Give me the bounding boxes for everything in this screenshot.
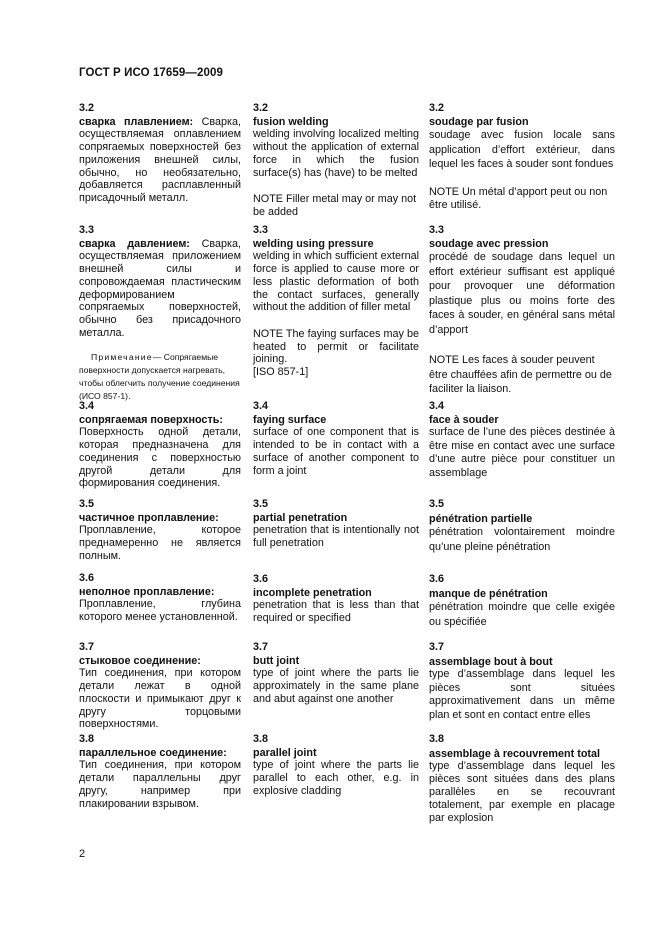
term: welding using pressure (253, 237, 374, 250)
page-number: 2 (79, 848, 86, 860)
note: NOTE The faying surfaces may be heated to permit or facilitate joining. (253, 327, 419, 366)
entry-number: 3.6 (429, 573, 445, 585)
entry-number: 3.6 (253, 573, 269, 585)
definition: Тип соединения, при котором детали параллельны друг другу, например при плакировании взрывом. (79, 759, 241, 810)
english-column (253, 224, 419, 379)
note: NOTE Filler metal may or may not be added (253, 193, 417, 218)
entry-number: 3.6 (79, 572, 95, 584)
english-column (253, 498, 419, 550)
entry-number: 3.8 (79, 733, 95, 745)
entry-number: 3.7 (429, 641, 445, 653)
russian-column (79, 400, 241, 490)
entry-number: 3.7 (79, 641, 95, 653)
english-column (253, 400, 419, 477)
entry-number: 3.4 (429, 400, 445, 412)
term: fusion welding (253, 115, 329, 128)
definition: penetration that is intentionally not full penetration (253, 524, 419, 550)
term: сварка плавлением: (79, 115, 194, 128)
term: face à souder (429, 413, 499, 426)
definition: pénétration moindre que celle exigée ou spécifiée (429, 601, 615, 629)
entry-number: 3.5 (79, 498, 95, 510)
definition: type of joint where the parts lie approximately in the same plane and abut against one another (253, 667, 419, 705)
document-header: ГОСТ Р ИСО 17659—2009 (79, 67, 224, 79)
term: faying surface (253, 413, 327, 426)
definition: Проплавление, глубина которого менее установленной. (79, 598, 241, 624)
russian-column (79, 641, 241, 731)
entry-number: 3.8 (429, 733, 445, 745)
entry-number: 3.8 (253, 733, 269, 745)
definition: surface de l’une des pièces destinée à être mise en contact avec une surface d’une autre pièce pour constituer un assemblage (429, 426, 615, 479)
term: assemblage bout à bout (429, 655, 553, 668)
entry-number: 3.3 (429, 224, 445, 236)
english-column (253, 102, 419, 219)
entry-number: 3.4 (79, 400, 95, 412)
russian-column (79, 102, 241, 205)
french-column (429, 498, 615, 555)
english-column (253, 641, 419, 706)
definition: Проплавление, которое преднамеренно не является полным. (79, 524, 241, 562)
russian-column (79, 498, 241, 563)
entry-number: 3.2 (429, 102, 445, 114)
entry-number: 3.5 (429, 498, 445, 510)
term: сварка давлением: (79, 237, 190, 250)
entry-number: 3.7 (253, 641, 269, 653)
term: incomplete penetration (253, 586, 372, 599)
entry-number: 3.5 (253, 498, 269, 510)
french-column (429, 102, 615, 211)
entry-number: 3.3 (79, 224, 95, 236)
term: assemblage à recouvrement total (429, 747, 601, 760)
definition: penetration that is less than that required or specified (253, 599, 419, 625)
definition: welding involving localized melting without the application of external force in which the fusion surface(s) has (have) to be melted (253, 128, 419, 179)
term: неполное проплавление: (79, 585, 215, 598)
entry-number: 3.2 (253, 102, 269, 114)
definition: Сварка, осуществляемая оплавлением сопрягаемых поверхностей без приложения внешней силы, обычно, но необязательно, добавляется расплавленный присадочный металл. (79, 115, 242, 204)
definition: surface of one component that is intended to be in contact with a surface of another component to form a joint (253, 426, 419, 477)
note: NOTE Les faces à souder peuvent être chauffées afin de permettre ou de faciliter la liaison. (429, 354, 612, 396)
term: parallel joint (253, 746, 317, 759)
english-column (253, 572, 419, 625)
entry-number: 3.3 (253, 224, 269, 236)
french-column (429, 641, 615, 722)
definition: welding in which sufficient external force is applied to cause more or less plastic deformation of both the contact surfaces, generally without the addition of filler metal (253, 250, 419, 314)
definition: type of joint where the parts lie parallel to each other, e.g. in explosive cladding (253, 759, 419, 797)
term: soudage par fusion (429, 115, 529, 128)
russian-column (79, 733, 241, 810)
term: параллельное соединение: (79, 746, 227, 759)
definition: pénétration volontairement moindre qu’une pleine pénétration (429, 526, 615, 554)
definition: procédé de soudage dans lequel un effort extérieur suffisant est appliqué pour provoquer une déformation plastique plus ou moins forte des faces à souder, en général sans métal d’apport (429, 251, 615, 336)
french-column (429, 400, 615, 480)
note-label: Примечание (91, 352, 153, 363)
russian-column (79, 572, 241, 624)
english-column (253, 733, 419, 798)
definition: soudage avec fusion locale sans application d’effort extérieur, dans lequel les faces à souder sont fondues (429, 129, 615, 171)
french-column (429, 572, 615, 630)
term: частичное проплавление: (79, 511, 219, 524)
term: manque de pénétration (429, 587, 548, 600)
entry-number: 3.4 (253, 400, 269, 412)
term: butt joint (253, 654, 300, 667)
term: стыковое соединение: (79, 654, 201, 667)
definition: Тип соединения, при котором детали лежат в одной плоскости и примыкают друг к другу торцовыми поверхностями. (79, 667, 241, 731)
term: сопрягаемая поверхность: (79, 413, 223, 426)
entry-number: 3.2 (79, 102, 95, 114)
definition: Сварка, осуществляемая приложением внешней силы и сопровождаемая пластическим деформированием сопрягаемых поверхностей, обычно без присадочного металла. (79, 237, 242, 339)
note: Примечание— Сопрягаемые поверхности допускается нагревать, чтобы облегчить получение соединения (ИСО 857-1). (79, 352, 240, 401)
term: pénétration partielle (429, 512, 533, 525)
reference: [ISO 857-1] (253, 366, 309, 379)
definition: type d’assemblage dans lequel les pièces sont situées approximativement dans un même plan et sont en contact entre elles (429, 668, 615, 721)
russian-column (79, 224, 241, 403)
french-column (429, 224, 615, 397)
definition: Поверхность одной детали, которая предназначена для соединения с поверхностью другой детали для формирования соединения. (79, 426, 241, 490)
term: partial penetration (253, 511, 348, 524)
french-column (429, 733, 615, 824)
note: NOTE Un métal d’apport peut ou non être utilisé. (429, 185, 608, 211)
definition: type d’assemblage dans lequel les pièces sont situées dans des plans parallèles en se recouvrant totalement, par exemple en placage par explosion (429, 760, 615, 824)
term: soudage avec pression (429, 237, 549, 250)
